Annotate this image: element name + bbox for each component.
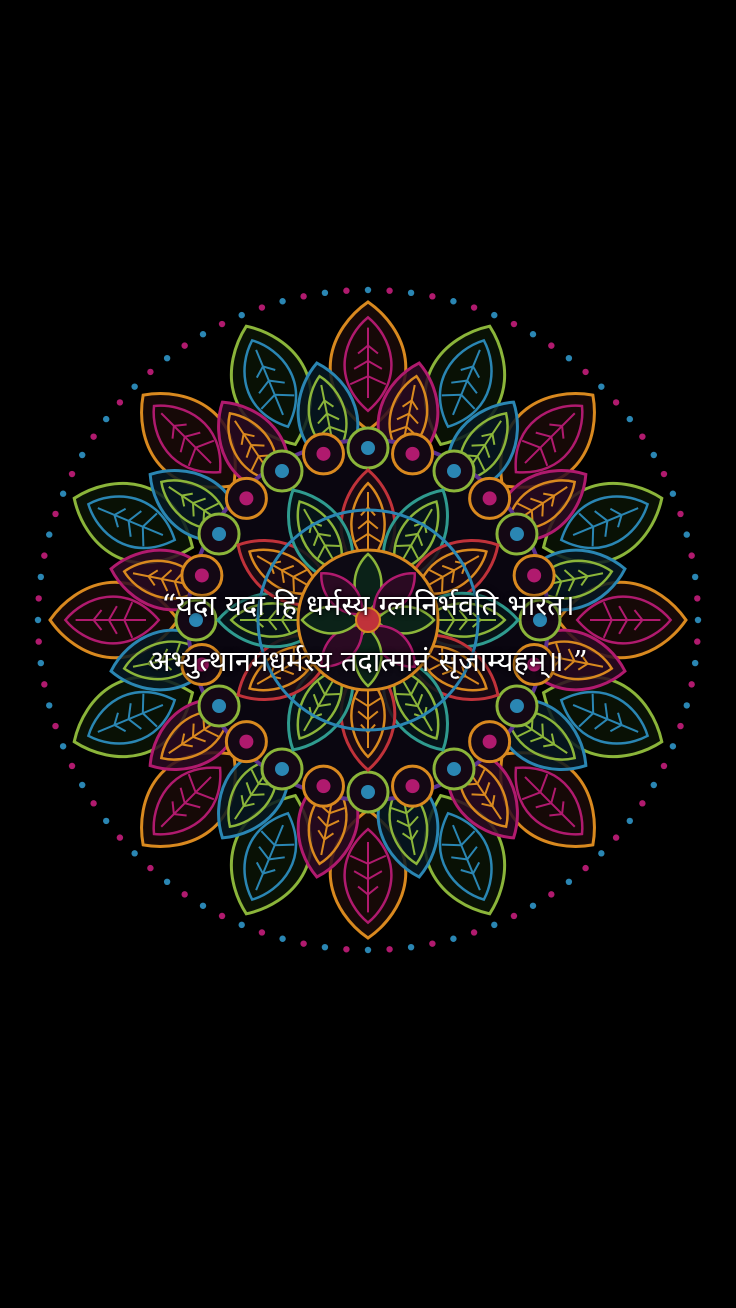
ring-dot <box>530 331 536 337</box>
ring-dot <box>103 416 109 422</box>
ring-dot <box>386 288 392 294</box>
scallop-center <box>361 785 375 799</box>
ring-dot <box>598 383 604 389</box>
ring-dot <box>670 491 676 497</box>
ring-dot <box>408 290 414 296</box>
ring-dot <box>450 298 456 304</box>
ring-dot <box>598 850 604 856</box>
ring-dot <box>322 944 328 950</box>
ring-dot <box>219 913 225 919</box>
ring-dot <box>79 452 85 458</box>
ring-dot <box>147 865 153 871</box>
sanskrit-verse-line-2: अभ्युत्थानमधर्मस्य तदात्मानं सृजाम्यहम्॥ ” <box>148 644 588 678</box>
scallop-center <box>212 527 226 541</box>
ring-dot <box>164 355 170 361</box>
ring-dot <box>300 293 306 299</box>
ring-dot <box>259 929 265 935</box>
ring-dot <box>131 850 137 856</box>
scallop-center <box>275 464 289 478</box>
scallop-center <box>212 699 226 713</box>
ring-dot <box>530 903 536 909</box>
ring-dot <box>60 491 66 497</box>
ring-dot <box>450 936 456 942</box>
scallop-center <box>483 491 497 505</box>
ring-dot <box>181 342 187 348</box>
ring-dot <box>279 298 285 304</box>
ring-dot <box>511 321 517 327</box>
ring-dot <box>164 879 170 885</box>
ring-dot <box>688 681 694 687</box>
ring-dot <box>52 723 58 729</box>
ring-dot <box>69 763 75 769</box>
ring-dot <box>651 782 657 788</box>
ring-dot <box>300 940 306 946</box>
ring-dot <box>491 312 497 318</box>
ring-dot <box>200 903 206 909</box>
ring-dot <box>408 944 414 950</box>
ring-dot <box>386 946 392 952</box>
ring-dot <box>60 743 66 749</box>
ring-dot <box>692 574 698 580</box>
scallop-center <box>406 779 420 793</box>
ring-dot <box>582 369 588 375</box>
ring-dot <box>639 800 645 806</box>
sanskrit-verse-line-1: “यदा यदा हि धर्मस्य ग्लानिर्भवति भारत। <box>161 588 575 622</box>
ring-dot <box>677 723 683 729</box>
ring-dot <box>365 947 371 953</box>
ring-dot <box>41 552 47 558</box>
scallop-center <box>195 568 209 582</box>
scallop-center <box>275 762 289 776</box>
ring-dot <box>343 946 349 952</box>
ring-dot <box>670 743 676 749</box>
ring-dot <box>131 383 137 389</box>
ring-dot <box>200 331 206 337</box>
ring-dot <box>41 681 47 687</box>
ring-dot <box>613 834 619 840</box>
scallop-center <box>316 779 330 793</box>
ring-dot <box>548 342 554 348</box>
ring-dot <box>239 312 245 318</box>
ring-dot <box>90 800 96 806</box>
ring-dot <box>684 531 690 537</box>
ring-dot <box>471 304 477 310</box>
ring-dot <box>117 834 123 840</box>
scallop-center <box>483 735 497 749</box>
ring-dot <box>429 293 435 299</box>
ring-dot <box>117 399 123 405</box>
ring-dot <box>491 922 497 928</box>
ring-dot <box>684 702 690 708</box>
ring-dot <box>365 287 371 293</box>
ring-dot <box>181 891 187 897</box>
ring-dot <box>613 399 619 405</box>
ring-dot <box>69 471 75 477</box>
ring-dot <box>511 913 517 919</box>
ring-dot <box>639 433 645 439</box>
ring-dot <box>239 922 245 928</box>
ring-dot <box>651 452 657 458</box>
ring-dot <box>661 471 667 477</box>
ring-dot <box>103 818 109 824</box>
ring-dot <box>566 879 572 885</box>
scallop-center <box>361 441 375 455</box>
ring-dot <box>46 702 52 708</box>
ring-dot <box>259 304 265 310</box>
scallop-center <box>510 699 524 713</box>
ring-dot <box>147 369 153 375</box>
scallop-center <box>239 491 253 505</box>
ring-dot <box>627 416 633 422</box>
ring-dot <box>471 929 477 935</box>
ring-dot <box>429 940 435 946</box>
ring-dot <box>90 433 96 439</box>
ring-dot <box>688 552 694 558</box>
scallop-center <box>406 447 420 461</box>
ring-dot <box>322 290 328 296</box>
scallop-center <box>239 735 253 749</box>
ring-dot <box>566 355 572 361</box>
ring-dot <box>79 782 85 788</box>
ring-dot <box>582 865 588 871</box>
scallop-center <box>510 527 524 541</box>
scallop-center <box>527 568 541 582</box>
ring-dot <box>627 818 633 824</box>
ring-dot <box>548 891 554 897</box>
scallop-center <box>316 447 330 461</box>
scallop-center <box>447 762 461 776</box>
ring-dot <box>343 288 349 294</box>
ring-dot <box>279 936 285 942</box>
ring-dot <box>52 511 58 517</box>
ring-dot <box>38 574 44 580</box>
ring-dot <box>661 763 667 769</box>
scallop-center <box>447 464 461 478</box>
ring-dot <box>46 531 52 537</box>
ring-dot <box>677 511 683 517</box>
ring-dot <box>219 321 225 327</box>
